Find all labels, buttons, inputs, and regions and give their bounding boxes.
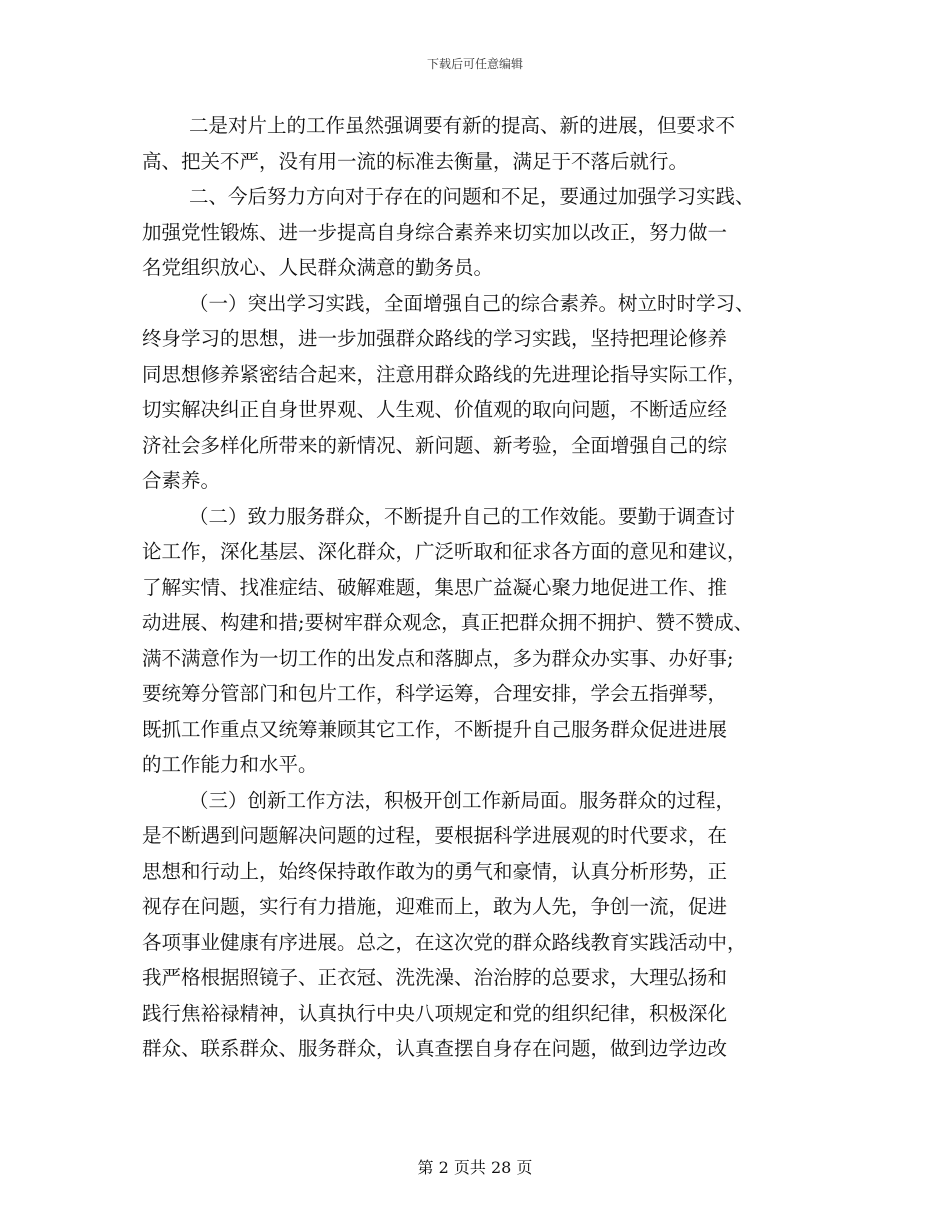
text-line: 要统筹分管部门和包片工作，科学运筹，合理安排，学会五指弹琴，: [142, 682, 728, 705]
text-line: 二是对片上的工作虽然强调要有新的提高、新的进展，但要求不: [189, 114, 736, 137]
page-header: 下载后可任意编辑: [426, 57, 523, 71]
text-line: 践行焦裕禄精神，认真执行中央八项规定和党的组织纪律，积极深化: [142, 1001, 728, 1025]
text-line: 各项事业健康有序进展。总之，在这次党的群众路线教育实践活动中，: [142, 930, 747, 954]
text-line: 群众、联系群众、服务群众，认真查摆自身存在问题，做到边学边改: [142, 1037, 728, 1060]
text-line: 思想和行动上，始终保持敢作敢为的勇气和豪情，认真分析形势，正: [142, 859, 728, 883]
text-line: 终身学习的思想，进一步加强群众路线的学习实践，坚持把理论修养: [142, 327, 728, 350]
text-line: 了解实情、找准症结、破解难题，集思广益凝心聚力地促进工作、推: [142, 575, 728, 599]
page-footer: 第 2 页共 28 页: [417, 1158, 533, 1177]
text-line: 二、今后努力方向对于存在的问题和不足，要通过加强学习实践、: [189, 185, 755, 208]
text-line: 济社会多样化所带来的新情况、新问题、新考验，全面增强自己的综: [142, 433, 728, 457]
text-line: 的工作能力和水平。: [142, 753, 318, 776]
text-line: （一）突出学习实践，全面增强自己的综合素养。树立时时学习、: [189, 291, 755, 315]
text-line: 动进展、构建和措;要树牢群众观念，真正把群众拥不拥护、赞不赞成、: [142, 611, 754, 634]
text-line: 高、把关不严，没有用一流的标准去衡量，满足于不落后就行。: [142, 149, 689, 173]
text-line: 满不满意作为一切工作的出发点和落脚点，多为群众办实事、办好事;: [142, 646, 734, 670]
text-line: 既抓工作重点又统筹兼顾其它工作，不断提升自己服务群众促进进展: [142, 717, 728, 741]
text-line: 论工作，深化基层、深化群众，广泛听取和征求各方面的意见和建议，: [142, 540, 747, 563]
text-line: （二）致力服务群众，不断提升自己的工作效能。要勤于调查讨: [189, 504, 736, 528]
text-line: 同思想修养紧密结合起来，注意用群众路线的先进理论指导实际工作，: [142, 362, 747, 386]
text-line: 是不断遇到问题解决问题的过程，要根据科学进展观的时代要求，在: [142, 824, 728, 847]
document-body: [142, 108, 822, 1067]
text-line: 视存在问题，实行有力措施，迎难而上，敢为人先，争创一流，促进: [142, 895, 728, 918]
text-line: 我严格根据照镜子、正衣冠、洗洗澡、治治脖的总要求，大理弘扬和: [142, 966, 728, 989]
text-line: 名党组织放心、人民群众满意的勤务员。: [142, 256, 494, 279]
text-line: 加强党性锻炼、进一步提高自身综合素养来切实加以改正，努力做一: [142, 220, 728, 244]
text-line: （三）创新工作方法，积极开创工作新局面。服务群众的过程，: [189, 788, 736, 812]
text-line: 切实解决纠正自身世界观、人生观、价值观的取向问题，不断适应经: [142, 398, 728, 421]
text-line: 合素养。: [142, 469, 221, 492]
